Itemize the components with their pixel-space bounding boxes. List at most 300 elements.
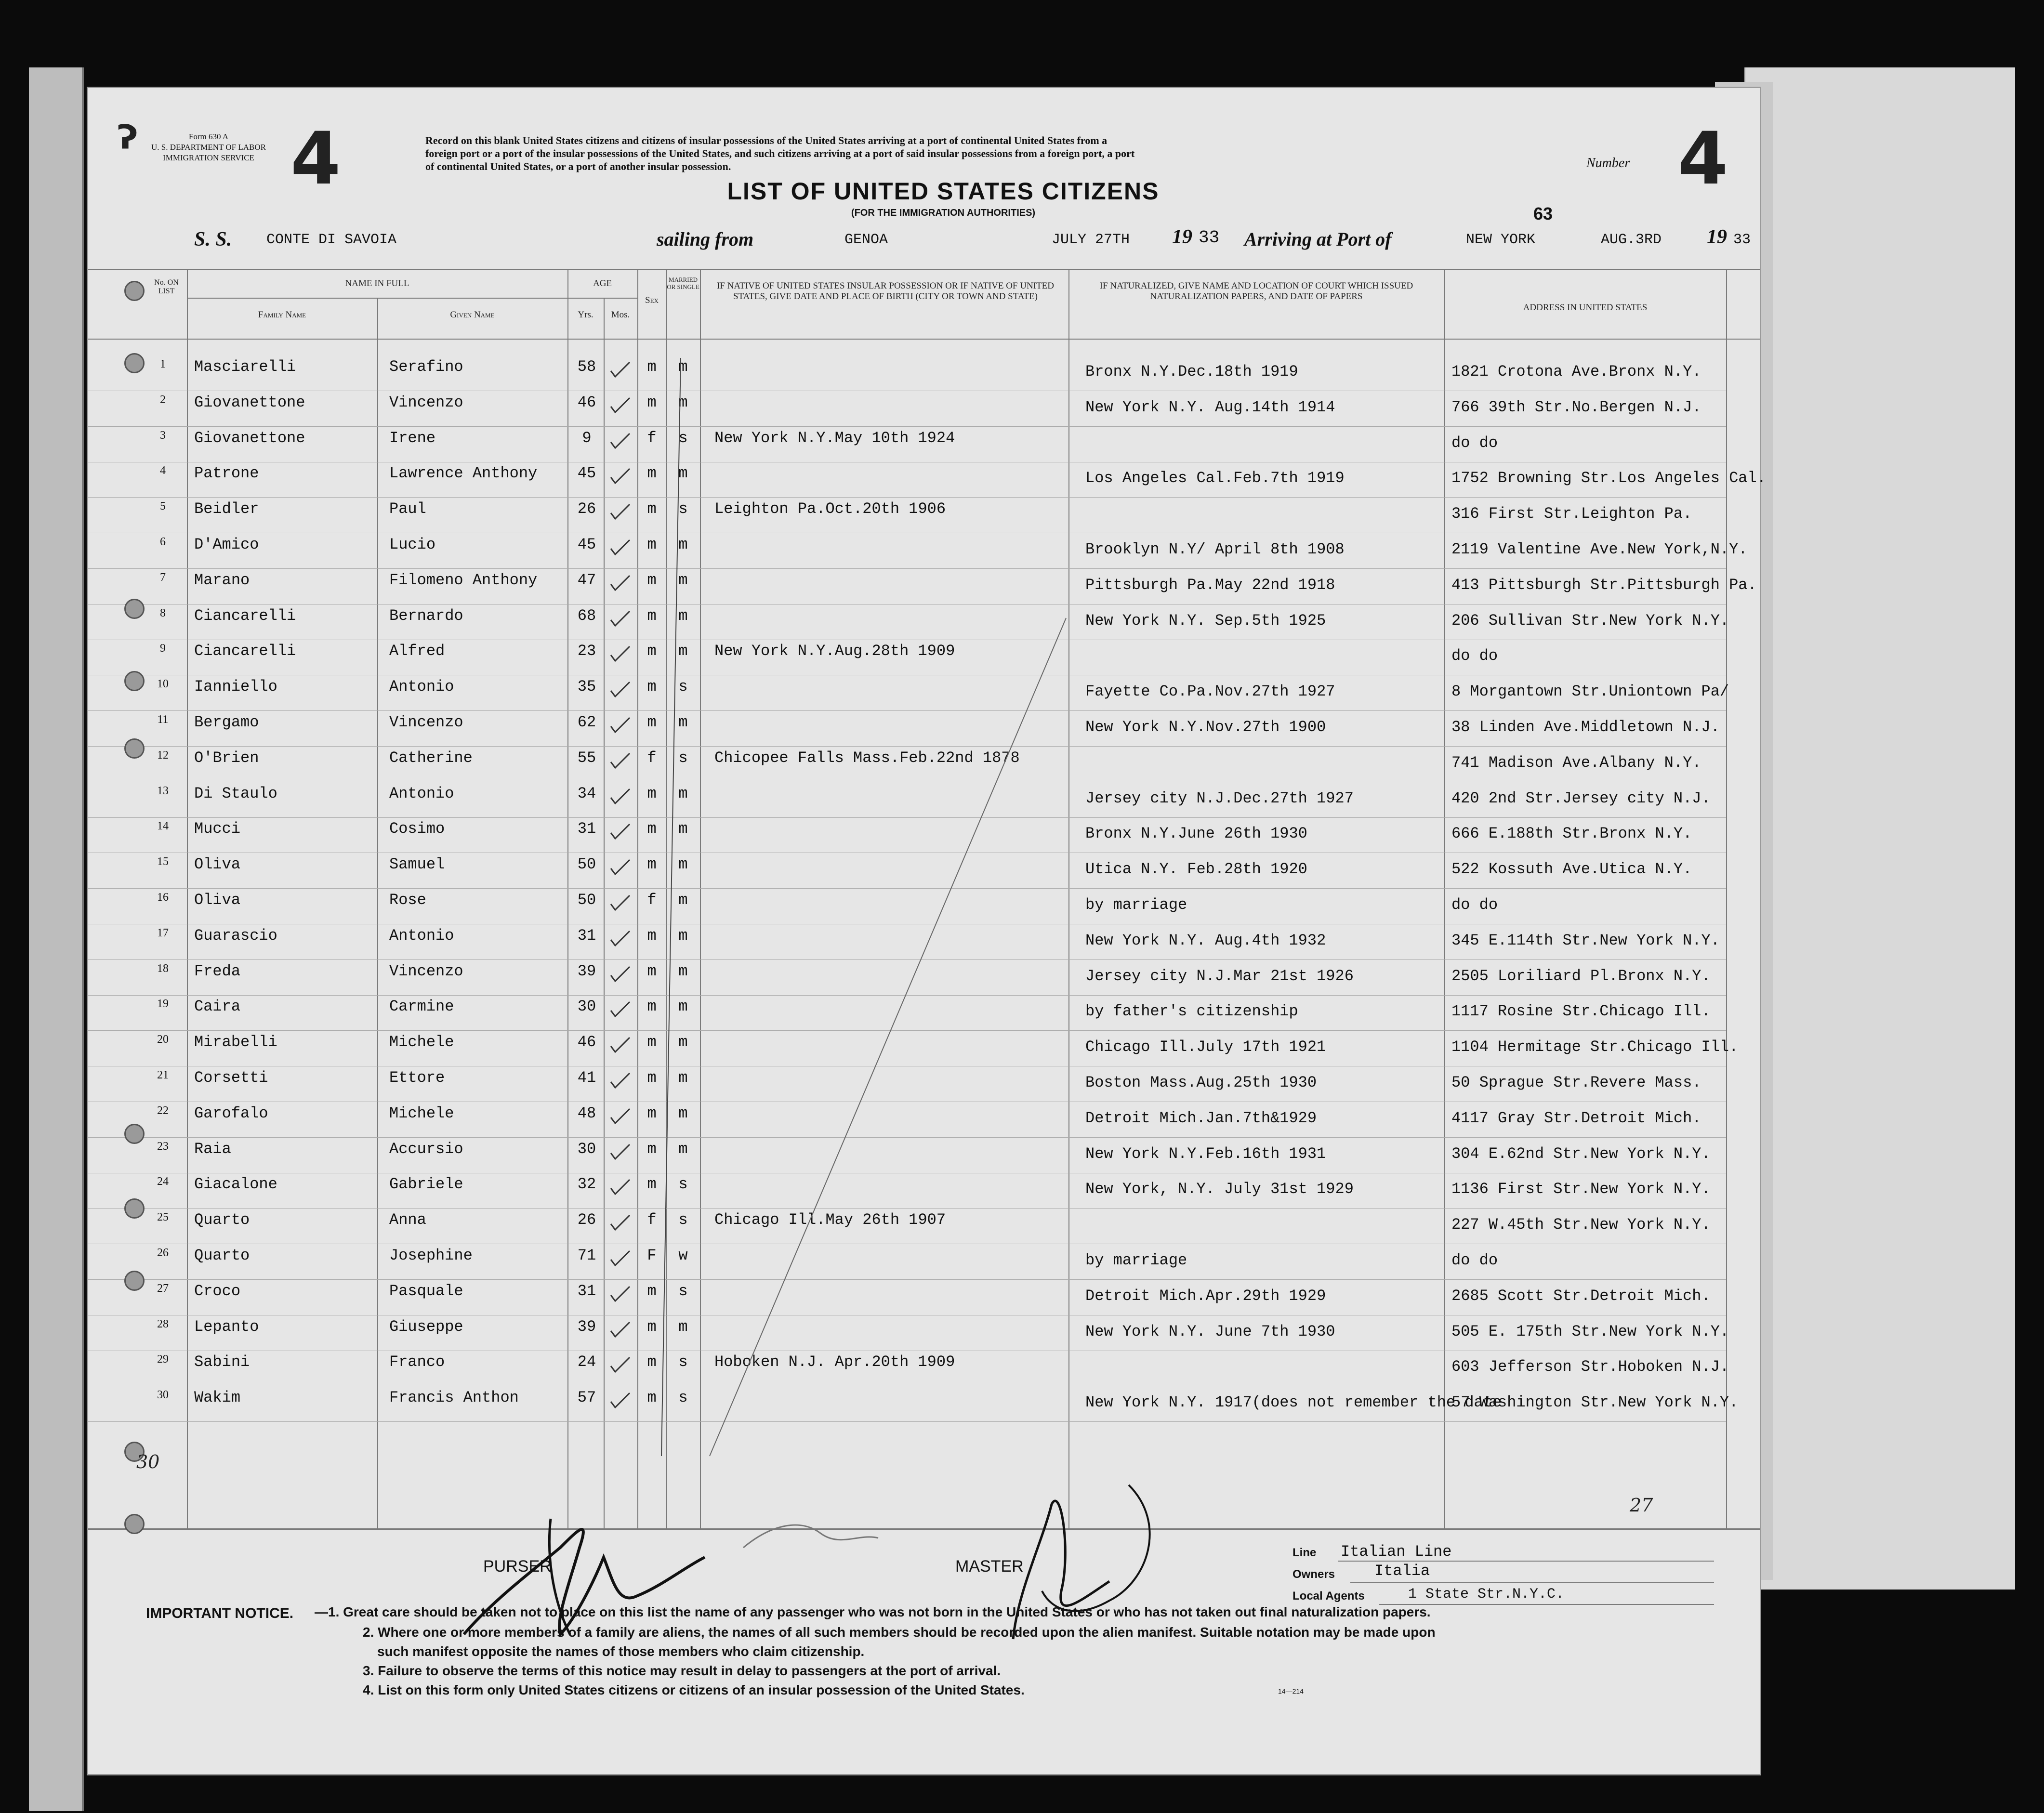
check-mark-icon	[608, 1355, 633, 1375]
row-number: 3	[160, 429, 166, 442]
age-years: 48	[577, 1104, 596, 1122]
row-number: 5	[160, 500, 166, 513]
family-name: Di Staulo	[194, 784, 277, 802]
row-number: 8	[160, 606, 166, 619]
us-address: 50 Sprague Str.Revere Mass.	[1451, 1074, 1701, 1091]
sex: m	[647, 1175, 657, 1194]
owners-rule	[1350, 1582, 1714, 1583]
sex: m	[647, 1104, 657, 1122]
notice-item-4: 4. List on this form only United States citizens or citizens of an insular possession of the United States.	[363, 1682, 1025, 1697]
row-number: 28	[157, 1317, 169, 1330]
age-years: 34	[577, 784, 596, 802]
marital-status: s	[678, 1211, 688, 1229]
marital-status: m	[678, 1104, 688, 1122]
header-age: AGE	[593, 278, 612, 289]
family-name: Giovanettone	[194, 429, 305, 447]
marital-status: m	[678, 536, 688, 553]
us-address: 8 Morgantown Str.Uniontown Pa/	[1451, 683, 1729, 701]
naturalization-info: Detroit Mich.Jan.7th&1929	[1085, 1109, 1317, 1127]
age-years: 35	[577, 678, 596, 696]
us-address: 603 Jefferson Str.Hoboken N.J.	[1451, 1358, 1729, 1376]
age-years: 71	[577, 1247, 596, 1264]
naturalization-info: by marriage	[1085, 896, 1187, 914]
given-name: Paul	[389, 500, 426, 518]
age-years: 47	[577, 571, 596, 589]
family-name: Mucci	[194, 820, 241, 838]
age-years: 45	[577, 464, 596, 483]
check-mark-icon	[608, 644, 633, 664]
given-name: Michele	[389, 1033, 454, 1051]
check-mark-icon	[608, 1391, 633, 1410]
given-name: Accursio	[389, 1140, 463, 1158]
marital-status: m	[678, 606, 688, 625]
naturalization-info: New York N.Y. 1917(does not remember the date	[1085, 1393, 1502, 1412]
voyage-line	[194, 223, 1760, 252]
given-name: Vincenzo	[389, 962, 463, 980]
age-years: 30	[577, 1140, 596, 1158]
form-id-block	[151, 131, 266, 163]
us-address: 413 Pittsburgh Str.Pittsburgh Pa.	[1451, 576, 1757, 594]
given-name: Francis Anthon	[389, 1389, 519, 1407]
check-mark-icon	[608, 751, 633, 771]
given-name: Filomeno Anthony	[389, 571, 538, 589]
sex: m	[647, 500, 657, 518]
given-name: Ettore	[389, 1069, 445, 1087]
given-name: Antonio	[389, 784, 454, 802]
sheet-mark: 4	[290, 117, 341, 201]
row-number: 27	[157, 1282, 169, 1295]
given-name: Lawrence Anthony	[389, 464, 538, 483]
binder-hole	[124, 353, 145, 373]
row-number: 18	[157, 962, 169, 975]
check-mark-icon	[608, 609, 633, 629]
purser-label: PURSER	[483, 1557, 552, 1576]
naturalization-info: Jersey city N.J.Mar 21st 1926	[1085, 967, 1354, 985]
intro-line-1: Record on this blank United States citizens and citizens of insular possessions of the United States arriving at a port of continental United States from a	[425, 134, 1108, 146]
table-top-rule	[88, 269, 1760, 270]
marital-status: m	[678, 962, 688, 980]
family-name: O'Brien	[194, 749, 259, 767]
check-mark-icon	[608, 965, 633, 984]
line-label: Line	[1292, 1546, 1317, 1559]
row-number: 24	[157, 1175, 169, 1188]
row-number: 19	[157, 998, 169, 1011]
family-name: Corsetti	[194, 1069, 268, 1087]
given-name: Cosimo	[389, 820, 445, 838]
birth-place-date: Chicopee Falls Mass.Feb.22nd 1878	[714, 749, 1020, 767]
marital-status: s	[678, 1389, 688, 1407]
sex: m	[647, 642, 657, 660]
header-name-in-full: NAME IN FULL	[345, 278, 409, 289]
check-mark-icon	[608, 360, 633, 380]
given-name: Pasquale	[389, 1282, 463, 1300]
given-name: Carmine	[389, 998, 454, 1016]
family-name: Beidler	[194, 500, 259, 518]
marital-status: m	[678, 464, 688, 483]
sex: m	[647, 393, 657, 411]
number-value: 4	[1678, 117, 1728, 201]
check-mark-icon	[608, 1249, 633, 1268]
marital-status: s	[678, 1175, 688, 1194]
binder-strip	[29, 67, 84, 1811]
family-name: Masciarelli	[194, 358, 296, 376]
notice-item-2a: 2. Where one or more members of a family are aliens, the names of all such members should be recorded upon the alien manifest. Suitable notation may be made upon	[363, 1625, 1436, 1640]
check-mark-icon	[608, 1143, 633, 1162]
row-number: 23	[157, 1140, 169, 1153]
family-name: Caira	[194, 998, 241, 1016]
check-mark-icon	[608, 1320, 633, 1340]
us-address: 4117 Gray Str.Detroit Mich.	[1451, 1109, 1701, 1127]
line-info	[1292, 1540, 1726, 1608]
check-mark-icon	[608, 574, 633, 593]
birth-place-date: Chicago Ill.May 26th 1907	[714, 1211, 946, 1229]
age-years: 55	[577, 749, 596, 767]
header-sex: Sex	[645, 295, 659, 305]
check-mark-icon	[608, 787, 633, 806]
sex: m	[647, 713, 657, 731]
number-label: Number	[1586, 156, 1630, 171]
family-name: Sabini	[194, 1353, 250, 1371]
age-years: 26	[577, 1211, 596, 1229]
given-name: Gabriele	[389, 1175, 463, 1194]
check-mark-icon	[608, 1213, 633, 1233]
row-number: 20	[157, 1033, 169, 1046]
naturalization-info: New York N.Y.Feb.16th 1931	[1085, 1144, 1326, 1163]
age-years: 39	[577, 1317, 596, 1336]
department-name: U. S. DEPARTMENT OF LABOR	[151, 143, 266, 152]
birth-place-date: New York N.Y.Aug.28th 1909	[714, 642, 955, 660]
age-years: 39	[577, 962, 596, 980]
binder-hole	[124, 1514, 145, 1534]
year-departure: 33	[1199, 228, 1220, 248]
form-number: Form 630 A	[188, 132, 229, 141]
owners-value: Italia	[1374, 1562, 1430, 1580]
port-of-departure: GENOA	[844, 232, 888, 248]
age-years: 50	[577, 855, 596, 874]
sex: f	[647, 891, 657, 909]
check-mark-icon	[608, 1000, 633, 1019]
family-name: Quarto	[194, 1247, 250, 1264]
year-prefix-departure: 19	[1172, 226, 1192, 248]
family-name: Marano	[194, 571, 250, 589]
row-number: 25	[157, 1211, 169, 1224]
family-name: Freda	[194, 962, 241, 980]
family-name: Raia	[194, 1140, 231, 1158]
check-mark-icon	[608, 1071, 633, 1090]
sex: m	[647, 784, 657, 802]
service-name: IMMIGRATION SERVICE	[163, 153, 254, 162]
family-name: Giovanettone	[194, 393, 305, 411]
us-address: do do	[1451, 647, 1498, 665]
age-subheader-rule	[567, 298, 637, 299]
age-years: 41	[577, 1069, 596, 1087]
check-mark-icon	[608, 893, 633, 913]
us-address: 345 E.114th Str.New York N.Y.	[1451, 931, 1720, 949]
header-mos: Mos.	[611, 310, 630, 320]
corner-mark: ˀ	[117, 115, 136, 182]
naturalization-info: New York N.Y. Aug.14th 1914	[1085, 398, 1335, 416]
check-mark-icon	[608, 1285, 633, 1304]
family-name: Wakim	[194, 1389, 241, 1407]
birth-place-date: New York N.Y.May 10th 1924	[714, 429, 955, 447]
check-mark-icon	[608, 432, 633, 451]
given-name: Vincenzo	[389, 713, 463, 731]
marital-status: m	[678, 642, 688, 660]
notice-item-2b: such manifest opposite the names of those members who claim citizenship.	[377, 1644, 865, 1659]
row-number: 4	[160, 464, 166, 477]
sex: m	[647, 1282, 657, 1300]
given-name: Anna	[389, 1211, 426, 1229]
intro-line-3: of continental United States, or a port of another insular possession.	[425, 160, 731, 172]
marital-status: s	[678, 500, 688, 518]
name-subheader-rule	[187, 298, 567, 299]
naturalization-info: Boston Mass.Aug.25th 1930	[1085, 1074, 1317, 1091]
notice-title: IMPORTANT NOTICE.	[146, 1605, 294, 1621]
year-prefix-arrival: 19	[1707, 226, 1727, 248]
naturalization-info: Los Angeles Cal.Feb.7th 1919	[1085, 469, 1345, 487]
sex: f	[647, 429, 657, 447]
age-years: 62	[577, 713, 596, 731]
agents-value: 1 State Str.N.Y.C.	[1408, 1586, 1565, 1603]
family-name: Garofalo	[194, 1104, 268, 1122]
departure-date: JULY 27TH	[1052, 232, 1130, 248]
age-years: 26	[577, 500, 596, 518]
age-years: 31	[577, 1282, 596, 1300]
row-number: 26	[157, 1247, 169, 1259]
line-rule	[1338, 1561, 1714, 1562]
marital-status: m	[678, 358, 688, 376]
family-name: Giacalone	[194, 1175, 277, 1194]
given-name: Josephine	[389, 1247, 473, 1264]
marital-status: m	[678, 891, 688, 909]
header-naturalized: IF NATURALIZED, GIVE NAME AND LOCATION OF COURT WHICH ISSUED NATURALIZATION PAPERS, AND DATE OF PAPERS	[1099, 281, 1413, 302]
naturalization-info: New York N.Y.Nov.27th 1900	[1085, 718, 1326, 736]
age-years: 31	[577, 820, 596, 838]
port-of-arrival: NEW YORK	[1466, 232, 1536, 248]
family-name: Ciancarelli	[194, 606, 296, 625]
age-years: 57	[577, 1389, 596, 1407]
page-title: LIST OF UNITED STATES CITIZENS	[727, 178, 1160, 205]
page-subtitle: (FOR THE IMMIGRATION AUTHORITIES)	[851, 208, 1036, 218]
header-address: ADDRESS IN UNITED STATES	[1523, 302, 1648, 313]
us-address: 766 39th Str.No.Bergen N.J.	[1451, 398, 1701, 416]
age-years: 31	[577, 926, 596, 945]
naturalization-info: Bronx N.Y.June 26th 1930	[1085, 825, 1307, 843]
marital-status: s	[678, 429, 688, 447]
naturalization-info: Bronx N.Y.Dec.18th 1919	[1085, 363, 1298, 381]
naturalization-info: Detroit Mich.Apr.29th 1929	[1085, 1287, 1326, 1305]
check-mark-icon	[608, 1107, 633, 1126]
sailing-label: sailing from	[657, 228, 754, 250]
important-notice	[146, 1601, 1755, 1745]
given-name: Serafino	[389, 358, 463, 376]
naturalization-info: by father's citizenship	[1085, 1002, 1298, 1021]
arriving-label: Arriving at Port of	[1244, 228, 1392, 250]
row-number: 11	[157, 713, 169, 726]
marital-status: m	[678, 998, 688, 1016]
marital-status: m	[678, 713, 688, 731]
binder-hole	[124, 599, 145, 619]
family-name: Bergamo	[194, 713, 259, 731]
diagonal-strike-lines	[652, 348, 1085, 1466]
row-number: 9	[160, 642, 166, 655]
row-number: 6	[160, 536, 166, 548]
marital-status: m	[678, 855, 688, 874]
header-yrs: Yrs.	[578, 310, 593, 320]
given-name: Samuel	[389, 855, 445, 874]
sex: m	[647, 1389, 657, 1407]
marital-status: m	[678, 784, 688, 802]
age-years: 68	[577, 606, 596, 625]
master-label: MASTER	[955, 1557, 1024, 1576]
family-name: Patrone	[194, 464, 259, 483]
row-number: 10	[157, 678, 169, 691]
us-address: 1752 Browning Str.Los Angeles Cal.	[1451, 469, 1766, 487]
us-address: 206 Sullivan Str.New York N.Y.	[1451, 611, 1729, 630]
us-address: 1136 First Str.New York N.Y.	[1451, 1180, 1711, 1198]
sex: f	[647, 749, 657, 767]
check-mark-icon	[608, 538, 633, 557]
check-mark-icon	[608, 858, 633, 877]
print-code: 14—214	[1278, 1687, 1304, 1695]
sex: m	[647, 855, 657, 874]
family-name: Ciancarelli	[194, 642, 296, 660]
family-name: Mirabelli	[194, 1033, 277, 1051]
family-name: Oliva	[194, 855, 241, 874]
agents-label: Local Agents	[1292, 1590, 1365, 1603]
us-address: do do	[1451, 1251, 1498, 1269]
family-name: Guarascio	[194, 926, 277, 945]
row-number: 30	[157, 1389, 169, 1402]
marital-status: m	[678, 1033, 688, 1051]
header-given-name: Given Name	[450, 310, 495, 320]
marital-status: m	[678, 820, 688, 838]
birth-place-date: Hoboken N.J. Apr.20th 1909	[714, 1353, 955, 1371]
header-no-on-list: No. ON LIST	[154, 278, 179, 295]
given-name: Giuseppe	[389, 1317, 463, 1336]
given-name: Michele	[389, 1104, 454, 1122]
notice-item-3: 3. Failure to observe the terms of this notice may result in delay to passengers at the port of arrival.	[363, 1663, 1001, 1678]
us-address: 227 W.45th Str.New York N.Y.	[1451, 1216, 1711, 1234]
underlying-sheet	[1744, 67, 2015, 1590]
naturalization-info: Brooklyn N.Y/ April 8th 1908	[1085, 540, 1345, 558]
header-native: IF NATIVE OF UNITED STATES INSULAR POSSESSION OR IF NATIVE OF UNITED STATES, GIVE DATE AND PLACE OF BIRTH (CITY OR TOWN AND STATE)	[717, 281, 1054, 302]
family-name: D'Amico	[194, 536, 259, 553]
sex: m	[647, 606, 657, 625]
us-address: 505 E. 175th Str.New York N.Y.	[1451, 1322, 1729, 1340]
row-number: 16	[157, 891, 169, 904]
given-name: Bernardo	[389, 606, 463, 625]
binder-hole	[124, 1124, 145, 1144]
marital-status: m	[678, 1317, 688, 1336]
marital-status: m	[678, 393, 688, 411]
given-name: Rose	[389, 891, 426, 909]
sex: f	[647, 1211, 657, 1229]
row-number: 15	[157, 855, 169, 868]
us-address: 316 First Str.Leighton Pa.	[1451, 505, 1692, 523]
binder-hole	[124, 281, 145, 301]
owners-label: Owners	[1292, 1568, 1335, 1581]
row-number: 13	[157, 784, 169, 797]
us-address: 38 Linden Ave.Middletown N.J.	[1451, 718, 1720, 736]
check-mark-icon	[608, 929, 633, 948]
given-name: Alfred	[389, 642, 445, 660]
us-address: 2685 Scott Str.Detroit Mich.	[1451, 1287, 1711, 1305]
family-name: Ianniello	[194, 678, 277, 696]
marital-status: m	[678, 926, 688, 945]
row-number: 29	[157, 1353, 169, 1366]
sex: m	[647, 464, 657, 483]
age-years: 58	[577, 358, 596, 376]
check-mark-icon	[608, 1178, 633, 1197]
age-years: 24	[577, 1353, 596, 1371]
naturalization-info: Fayette Co.Pa.Nov.27th 1927	[1085, 683, 1335, 701]
ship-name: CONTE DI SAVOIA	[266, 232, 397, 248]
binder-hole	[124, 671, 145, 691]
family-name: Oliva	[194, 891, 241, 909]
sex: m	[647, 998, 657, 1016]
header-family-name: Family Name	[258, 310, 306, 320]
page-number: 63	[1533, 204, 1553, 223]
binder-hole	[124, 1271, 145, 1291]
sex: m	[647, 1317, 657, 1336]
us-address: 420 2nd Str.Jersey city N.J.	[1451, 789, 1711, 807]
family-name: Lepanto	[194, 1317, 259, 1336]
us-address: 1117 Rosine Str.Chicago Ill.	[1451, 1002, 1711, 1021]
check-mark-icon	[608, 396, 633, 415]
sex: m	[647, 1069, 657, 1087]
header-bottom-rule	[88, 339, 1760, 340]
sex: m	[647, 358, 657, 376]
naturalization-info: Jersey city N.J.Dec.27th 1927	[1085, 789, 1354, 807]
us-address: 304 E.62nd Str.New York N.Y.	[1451, 1144, 1711, 1163]
total-count: 30	[136, 1451, 160, 1472]
naturalization-info: New York N.Y. Aug.4th 1932	[1085, 931, 1326, 949]
sex: F	[647, 1247, 657, 1264]
arrival-date: AUG.3RD	[1601, 232, 1662, 248]
birth-place-date: Leighton Pa.Oct.20th 1906	[714, 500, 946, 518]
us-address: 57 Washington Str.New York N.Y.	[1451, 1393, 1739, 1412]
row-number: 14	[157, 820, 169, 833]
marital-status: s	[678, 1353, 688, 1371]
header-married-single: MARRIED OR SINGLE	[667, 276, 699, 290]
row-number: 7	[160, 571, 166, 584]
naturalization-info: Utica N.Y. Feb.28th 1920	[1085, 860, 1307, 879]
family-name: Quarto	[194, 1211, 250, 1229]
check-mark-icon	[608, 822, 633, 841]
us-address: 1104 Hermitage Str.Chicago Ill.	[1451, 1038, 1739, 1056]
naturalization-info: Pittsburgh Pa.May 22nd 1918	[1085, 576, 1335, 594]
marital-status: m	[678, 571, 688, 589]
us-address: 2119 Valentine Ave.New York,N.Y.	[1451, 540, 1748, 558]
check-mark-icon	[608, 680, 633, 699]
sex: m	[647, 1033, 657, 1051]
check-mark-icon	[608, 467, 633, 486]
given-name: Catherine	[389, 749, 473, 767]
year-arrival: 33	[1733, 232, 1751, 248]
binder-hole	[124, 738, 145, 759]
sex: m	[647, 962, 657, 980]
marital-status: s	[678, 1282, 688, 1300]
row-number: 1	[160, 358, 166, 370]
given-name: Vincenzo	[389, 393, 463, 411]
marital-status: w	[678, 1247, 688, 1264]
marital-status: m	[678, 1069, 688, 1087]
age-years: 30	[577, 998, 596, 1016]
naturalization-info: by marriage	[1085, 1251, 1187, 1269]
age-years: 32	[577, 1175, 596, 1194]
notice-item-1: —1. Great care should be taken not to place on this list the name of any passenger who was not born in the United States or who has not taken out final naturalization papers.	[315, 1604, 1431, 1619]
